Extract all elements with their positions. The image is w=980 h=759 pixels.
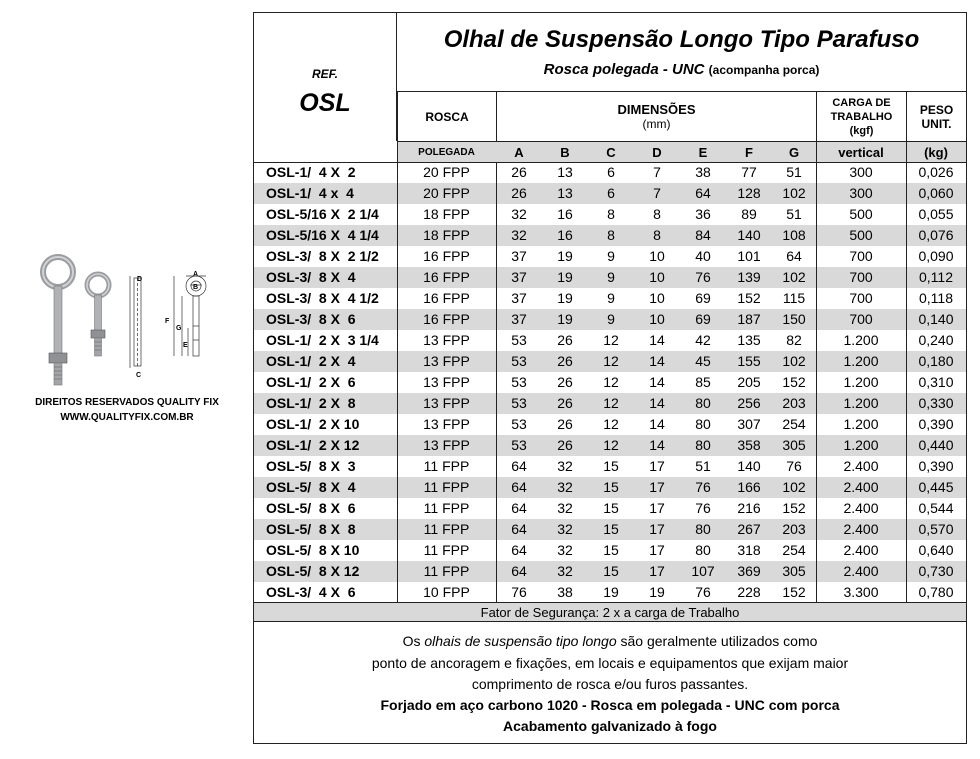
cell-carga: 700 <box>849 269 873 285</box>
cell-c: 12 <box>603 395 619 411</box>
cell-a: 53 <box>511 374 527 390</box>
cell-g: 76 <box>786 458 802 474</box>
ref-label: REF. <box>311 67 338 81</box>
cell-d: 14 <box>649 437 665 453</box>
cell-peso: 0,445 <box>918 479 954 495</box>
cell-e: 76 <box>695 479 711 495</box>
cell-peso: 0,118 <box>919 290 953 306</box>
cell-peso: 0,440 <box>918 437 954 453</box>
copyright-text: DIREITOS RESERVADOS QUALITY FIX <box>35 397 219 408</box>
cell-rosca: 13 FPP <box>423 395 470 411</box>
cell-peso: 0,112 <box>919 269 953 285</box>
cell-c: 6 <box>607 185 615 201</box>
cell-b: 13 <box>557 185 573 201</box>
cell-e: 64 <box>695 185 711 201</box>
cell-e: 80 <box>695 542 711 558</box>
cell-a: 26 <box>511 185 527 201</box>
diagram-letter-b: B <box>193 284 199 291</box>
title-box <box>397 13 966 91</box>
table-row <box>254 351 966 372</box>
table-row <box>254 183 966 204</box>
cell-d: 14 <box>649 416 665 432</box>
cell-ref: OSL-3/ 8 X 2 1/2 <box>266 248 379 264</box>
cell-d: 17 <box>649 479 665 495</box>
cell-carga: 3.300 <box>843 584 879 600</box>
table-row <box>254 267 966 288</box>
cell-carga: 1.200 <box>843 416 879 432</box>
diagram-letter-d: D <box>137 276 143 283</box>
cell-d: 10 <box>649 269 665 285</box>
cell-carga: 2.400 <box>843 500 879 516</box>
table-row <box>254 225 966 246</box>
cell-carga: 700 <box>849 311 873 327</box>
cell-a: 53 <box>511 353 527 369</box>
cell-f: 140 <box>737 227 761 243</box>
cell-a: 64 <box>511 521 527 537</box>
subheader-f: F <box>726 141 772 162</box>
cell-carga: 500 <box>849 206 873 222</box>
cell-rosca: 13 FPP <box>423 374 470 390</box>
cell-carga: 1.200 <box>843 374 879 390</box>
cell-b: 26 <box>557 437 573 453</box>
cell-b: 13 <box>557 164 573 180</box>
cell-ref: OSL-1/ 2 X 6 <box>266 374 356 390</box>
cell-d: 10 <box>649 248 665 264</box>
cell-g: 203 <box>782 521 806 537</box>
cell-f: 256 <box>737 395 761 411</box>
cell-rosca: 13 FPP <box>423 416 470 432</box>
cell-f: 369 <box>737 563 761 579</box>
subheader-kg: (kg) <box>906 141 966 162</box>
cell-rosca: 11 FPP <box>423 479 470 495</box>
cell-peso: 0,060 <box>918 185 954 201</box>
cell-ref: OSL-5/ 8 X 4 <box>266 479 356 495</box>
cell-g: 203 <box>782 395 806 411</box>
cell-b: 19 <box>557 269 573 285</box>
cell-ref: OSL-1/ 2 X 4 <box>266 353 356 369</box>
cell-g: 82 <box>786 332 802 348</box>
cell-peso: 0,240 <box>918 332 954 348</box>
cell-carga: 300 <box>849 185 873 201</box>
small-eyebolt-image <box>87 274 109 356</box>
cell-a: 53 <box>511 395 527 411</box>
cell-a: 53 <box>511 332 527 348</box>
cell-ref: OSL-1/ 4 X 2 <box>266 164 356 180</box>
cell-carga: 1.200 <box>843 353 879 369</box>
cell-peso: 0,310 <box>918 374 954 390</box>
ref-box <box>254 13 397 141</box>
cell-g: 51 <box>786 206 802 222</box>
cell-b: 26 <box>557 395 573 411</box>
cell-b: 16 <box>557 206 573 222</box>
subheader-a: A <box>496 141 542 162</box>
cell-rosca: 13 FPP <box>423 437 470 453</box>
cell-f: 216 <box>737 500 761 516</box>
ref-code: OSL <box>299 89 351 117</box>
cell-rosca: 11 FPP <box>423 458 470 474</box>
cell-ref: OSL-5/ 8 X 6 <box>266 500 356 516</box>
table-row <box>254 414 966 435</box>
cell-b: 19 <box>557 290 573 306</box>
table-row <box>254 162 966 183</box>
subheader-polegada: POLEGADA <box>397 141 496 162</box>
cell-a: 64 <box>511 542 527 558</box>
cell-g: 102 <box>782 353 806 369</box>
cell-f: 205 <box>737 374 761 390</box>
cell-ref: OSL-5/16 X 4 1/4 <box>266 227 379 243</box>
cell-e: 80 <box>695 395 711 411</box>
table-row <box>254 246 966 267</box>
cell-e: 38 <box>695 164 711 180</box>
cell-carga: 2.400 <box>843 479 879 495</box>
cell-f: 135 <box>737 332 761 348</box>
table-row <box>254 498 966 519</box>
cell-d: 7 <box>653 185 661 201</box>
subtitle-main: Rosca polegada - UNC <box>543 61 705 78</box>
cell-rosca: 11 FPP <box>423 563 470 579</box>
cell-carga: 700 <box>849 248 873 264</box>
cell-g: 108 <box>782 227 806 243</box>
cell-g: 152 <box>782 374 806 390</box>
diagram-letter-e: E <box>183 342 188 349</box>
cell-a: 37 <box>511 269 527 285</box>
cell-ref: OSL-5/16 X 2 1/4 <box>266 206 379 222</box>
cell-c: 9 <box>607 248 615 264</box>
cell-b: 32 <box>557 542 573 558</box>
description-line-3: comprimento de rosca e/ou furos passantes. <box>471 676 749 692</box>
cell-d: 19 <box>649 584 665 600</box>
cell-g: 152 <box>782 500 806 516</box>
cell-e: 45 <box>695 353 711 369</box>
cell-f: 307 <box>737 416 761 432</box>
cell-g: 51 <box>786 164 802 180</box>
cell-f: 89 <box>741 206 757 222</box>
cell-b: 32 <box>557 479 573 495</box>
cell-rosca: 13 FPP <box>423 332 470 348</box>
cell-f: 128 <box>737 185 761 201</box>
cell-b: 19 <box>557 248 573 264</box>
table-row <box>254 561 966 582</box>
cell-rosca: 18 FPP <box>423 206 470 222</box>
header-carga: CARGA DE TRABALHO (kgf) <box>816 91 906 141</box>
cell-d: 17 <box>649 563 665 579</box>
cell-g: 150 <box>782 311 806 327</box>
product-panel <box>0 0 250 759</box>
cell-c: 9 <box>607 290 615 306</box>
cell-a: 53 <box>511 416 527 432</box>
cell-g: 254 <box>782 542 806 558</box>
cell-c: 9 <box>607 269 615 285</box>
cell-rosca: 11 FPP <box>423 542 470 558</box>
subheader-g: G <box>772 141 816 162</box>
cell-a: 64 <box>511 563 527 579</box>
cell-ref: OSL-5/ 8 X 3 <box>266 458 356 474</box>
cell-b: 26 <box>557 416 573 432</box>
diagram-letter-a: A <box>193 271 199 278</box>
cell-peso: 0,140 <box>918 311 954 327</box>
cell-b: 32 <box>557 458 573 474</box>
cell-e: 80 <box>695 416 711 432</box>
description-emphasis: olhais de suspensão tipo longo <box>424 633 617 649</box>
description-line-1: Os olhais de suspensão tipo longo são geralmente utilizados como <box>402 633 818 649</box>
cell-a: 64 <box>511 479 527 495</box>
cell-a: 32 <box>511 227 527 243</box>
table-row <box>254 393 966 414</box>
cell-b: 32 <box>557 521 573 537</box>
cell-g: 254 <box>782 416 806 432</box>
cell-b: 19 <box>557 311 573 327</box>
header-rosca: ROSCA <box>397 91 496 141</box>
cell-ref: OSL-1/ 2 X 3 1/4 <box>266 332 379 348</box>
cell-e: 107 <box>691 563 715 579</box>
cell-f: 155 <box>737 353 761 369</box>
cell-g: 102 <box>782 185 806 201</box>
cell-carga: 1.200 <box>843 395 879 411</box>
cell-ref: OSL-1/ 4 x 4 <box>266 185 354 201</box>
cell-e: 69 <box>695 311 711 327</box>
product-illustration <box>36 248 211 388</box>
cell-peso: 0,544 <box>918 500 954 516</box>
table-row <box>254 582 966 603</box>
cell-a: 32 <box>511 206 527 222</box>
cell-rosca: 10 FPP <box>423 584 470 600</box>
cell-carga: 700 <box>849 290 873 306</box>
cell-carga: 500 <box>849 227 873 243</box>
cell-carga: 300 <box>849 164 873 180</box>
cell-rosca: 16 FPP <box>423 311 470 327</box>
cell-d: 10 <box>649 290 665 306</box>
cell-f: 166 <box>737 479 761 495</box>
cell-d: 17 <box>649 500 665 516</box>
cell-g: 152 <box>782 584 806 600</box>
cell-ref: OSL-3/ 4 X 6 <box>266 584 356 600</box>
cell-g: 64 <box>786 248 802 264</box>
side-profile-drawing <box>130 276 141 368</box>
subheader-b: B <box>542 141 588 162</box>
cell-peso: 0,090 <box>918 248 954 264</box>
page-title: Olhal de Suspensão Longo Tipo Parafuso <box>443 26 920 53</box>
cell-peso: 0,055 <box>918 206 954 222</box>
cell-f: 358 <box>737 437 761 453</box>
cell-f: 318 <box>737 542 761 558</box>
cell-g: 115 <box>782 290 806 306</box>
cell-a: 37 <box>511 248 527 264</box>
table-row <box>254 372 966 393</box>
cell-peso: 0,780 <box>918 584 954 600</box>
cell-d: 7 <box>653 164 661 180</box>
cell-d: 8 <box>653 206 661 222</box>
subheader-c: C <box>588 141 634 162</box>
cell-peso: 0,570 <box>918 521 954 537</box>
cell-c: 15 <box>603 479 619 495</box>
description-line-2: ponto de ancoragem e fixações, em locais e equipamentos que exijam maior <box>371 655 849 671</box>
cell-b: 38 <box>557 584 573 600</box>
cell-c: 15 <box>603 563 619 579</box>
cell-carga: 2.400 <box>843 563 879 579</box>
cell-f: 101 <box>737 248 761 264</box>
cell-rosca: 18 FPP <box>423 227 470 243</box>
cell-d: 14 <box>649 374 665 390</box>
table-row <box>254 204 966 225</box>
cell-e: 80 <box>695 437 711 453</box>
cell-e: 69 <box>695 290 711 306</box>
table-row <box>254 435 966 456</box>
cell-d: 14 <box>649 395 665 411</box>
cell-e: 51 <box>695 458 711 474</box>
table-row <box>254 330 966 351</box>
cell-f: 187 <box>737 311 761 327</box>
cell-ref: OSL-3/ 8 X 6 <box>266 311 356 327</box>
cell-a: 37 <box>511 290 527 306</box>
cell-c: 12 <box>603 332 619 348</box>
cell-e: 76 <box>695 269 711 285</box>
cell-peso: 0,390 <box>918 416 954 432</box>
cell-peso: 0,026 <box>918 164 954 180</box>
cell-f: 140 <box>737 458 761 474</box>
cell-rosca: 20 FPP <box>423 185 470 201</box>
subtitle-note: (acompanha porca) <box>708 63 820 77</box>
cell-c: 15 <box>603 500 619 516</box>
cell-c: 6 <box>607 164 615 180</box>
subheader-d: D <box>634 141 680 162</box>
safety-factor: Fator de Segurança: 2 x a carga de Trabalho <box>254 602 966 622</box>
cell-d: 10 <box>649 311 665 327</box>
cell-peso: 0,640 <box>918 542 954 558</box>
cell-e: 84 <box>695 227 711 243</box>
cell-c: 12 <box>603 374 619 390</box>
cell-a: 64 <box>511 500 527 516</box>
cell-carga: 1.200 <box>843 437 879 453</box>
table-row <box>254 309 966 330</box>
cell-ref: OSL-5/ 8 X 8 <box>266 521 356 537</box>
cell-rosca: 16 FPP <box>423 248 470 264</box>
cell-c: 15 <box>603 542 619 558</box>
subheader-e: E <box>680 141 726 162</box>
cell-rosca: 11 FPP <box>423 521 470 537</box>
table-row <box>254 456 966 477</box>
cell-d: 8 <box>653 227 661 243</box>
page-subtitle <box>397 61 966 78</box>
cell-carga: 2.400 <box>843 458 879 474</box>
table-row <box>254 288 966 309</box>
spec-sheet <box>253 12 967 744</box>
cell-peso: 0,730 <box>918 563 954 579</box>
cell-c: 19 <box>603 584 619 600</box>
cell-peso: 0,076 <box>918 227 954 243</box>
cell-e: 85 <box>695 374 711 390</box>
cell-b: 32 <box>557 500 573 516</box>
cell-f: 152 <box>737 290 761 306</box>
cell-ref: OSL-1/ 2 X 8 <box>266 395 356 411</box>
cell-carga: 1.200 <box>843 332 879 348</box>
cell-b: 26 <box>557 353 573 369</box>
cell-c: 12 <box>603 416 619 432</box>
diagram-letter-c: C <box>136 372 142 379</box>
large-eyebolt-image <box>43 257 73 385</box>
header-peso: PESO UNIT. <box>906 91 966 141</box>
cell-a: 26 <box>511 164 527 180</box>
material-line: Forjado em aço carbono 1020 - Rosca em polegada - UNC com porca <box>380 697 840 713</box>
cell-c: 8 <box>607 227 615 243</box>
cell-peso: 0,180 <box>918 353 954 369</box>
cell-d: 17 <box>649 458 665 474</box>
header-dimensoes: DIMENSÕES (mm) <box>496 91 816 141</box>
diagram-letter-f: F <box>165 318 170 325</box>
cell-rosca: 20 FPP <box>423 164 470 180</box>
diagram-letter-g: G <box>176 325 182 332</box>
cell-c: 8 <box>607 206 615 222</box>
cell-c: 15 <box>603 458 619 474</box>
finish-line: Acabamento galvanizado à fogo <box>503 718 717 734</box>
cell-d: 14 <box>649 353 665 369</box>
cell-a: 64 <box>511 458 527 474</box>
cell-b: 26 <box>557 332 573 348</box>
subheader-vertical: vertical <box>816 141 906 162</box>
cell-peso: 0,390 <box>918 458 954 474</box>
table-row <box>254 540 966 561</box>
cell-g: 305 <box>782 437 806 453</box>
cell-c: 15 <box>603 521 619 537</box>
cell-e: 76 <box>695 500 711 516</box>
cell-c: 9 <box>607 311 615 327</box>
front-dimension-drawing <box>174 276 206 356</box>
cell-g: 102 <box>782 269 806 285</box>
cell-rosca: 13 FPP <box>423 353 470 369</box>
cell-ref: OSL-5/ 8 X 10 <box>266 542 360 558</box>
cell-rosca: 16 FPP <box>423 269 470 285</box>
cell-peso: 0,330 <box>918 395 954 411</box>
website-text: WWW.QUALITYFIX.COM.BR <box>60 412 194 423</box>
cell-rosca: 16 FPP <box>423 290 470 306</box>
cell-d: 17 <box>649 521 665 537</box>
cell-d: 14 <box>649 332 665 348</box>
cell-a: 53 <box>511 437 527 453</box>
cell-c: 12 <box>603 437 619 453</box>
cell-g: 102 <box>782 479 806 495</box>
cell-a: 37 <box>511 311 527 327</box>
cell-b: 26 <box>557 374 573 390</box>
cell-f: 77 <box>741 164 757 180</box>
cell-ref: OSL-5/ 8 X 12 <box>266 563 360 579</box>
cell-ref: OSL-1/ 2 X 10 <box>266 416 360 432</box>
cell-e: 80 <box>695 521 711 537</box>
cell-d: 17 <box>649 542 665 558</box>
cell-f: 139 <box>737 269 761 285</box>
cell-carga: 2.400 <box>843 521 879 537</box>
cell-c: 12 <box>603 353 619 369</box>
table-row <box>254 519 966 540</box>
cell-e: 42 <box>695 332 711 348</box>
cell-rosca: 11 FPP <box>423 500 470 516</box>
cell-f: 228 <box>737 584 761 600</box>
cell-f: 267 <box>737 521 761 537</box>
cell-b: 32 <box>557 563 573 579</box>
cell-a: 76 <box>511 584 527 600</box>
cell-e: 76 <box>695 584 711 600</box>
cell-carga: 2.400 <box>843 542 879 558</box>
cell-b: 16 <box>557 227 573 243</box>
table-row <box>254 477 966 498</box>
cell-e: 40 <box>695 248 711 264</box>
cell-ref: OSL-3/ 8 X 4 <box>266 269 356 285</box>
cell-e: 36 <box>695 206 711 222</box>
cell-g: 305 <box>782 563 806 579</box>
cell-ref: OSL-3/ 8 X 4 1/2 <box>266 290 379 306</box>
cell-ref: OSL-1/ 2 X 12 <box>266 437 360 453</box>
